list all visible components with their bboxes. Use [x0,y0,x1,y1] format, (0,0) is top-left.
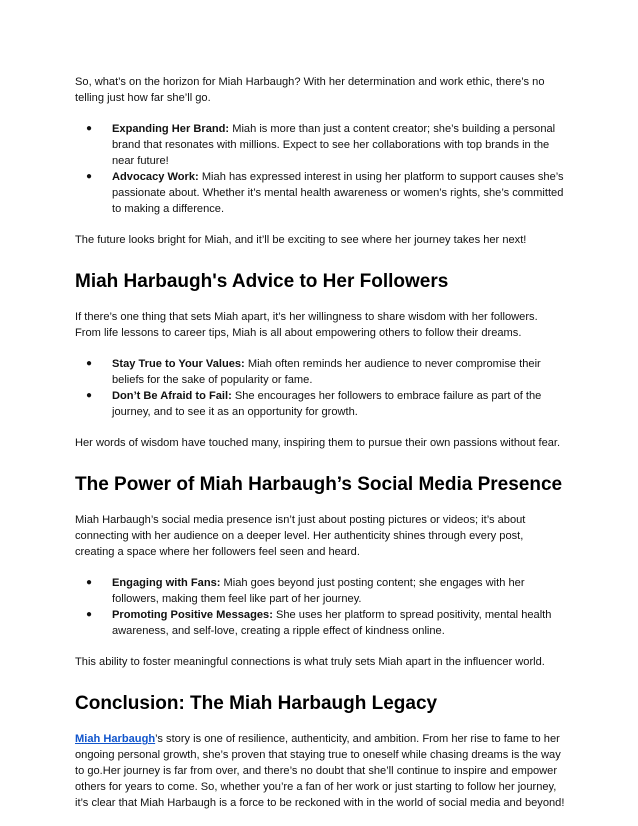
list-item-text: Miah is more than just a content creator; she’s building a personal brand that resonates with millions. Expect to see her collaborations with top brands in the near future! [112,123,556,167]
social-heading: The Power of Miah Harbaugh’s Social Media Presence [75,474,563,495]
list-item-text: She encourages her followers to embrace failure as part of the journey, and to see it as an opportunity for growth. [112,390,542,418]
list-item-text: She uses her platform to spread positivity, mental health awareness, and self-love, creating a ripple effect of kindness online. [112,609,552,637]
document-page [75,74,565,811]
list-item [75,607,565,639]
social-outro-paragraph: This ability to foster meaningful connections is what truly sets Miah apart in the influencer world. [75,656,545,668]
list-item-text: Miah often reminds her audience to never compromise their beliefs for the sake of popularity or fame. [112,358,541,386]
miah-harbaugh-link[interactable]: Miah Harbaugh [75,733,156,745]
future-list [75,121,565,217]
bullet-icon: ● [86,123,93,134]
conclusion-paragraph [75,731,565,811]
conclusion-text: ’s story is one of resilience, authenticity, and ambition. From her rise to fame to her ongoing personal growth, she’s proven that staying true to oneself while chasing dreams is the way to go.Her journey is far from over, and there’s no doubt that she’ll continue to inspire and empower others for years to come. So, whether you’re a fan of her work or just starting to follow her journey, it’s clear that Miah Harbaugh is a force to be reckoned with in the world of social media and beyond! [75,733,565,809]
bullet-icon: ● [86,358,93,369]
advice-list [75,356,565,420]
advice-heading: Miah Harbaugh's Advice to Her Followers [75,271,449,292]
list-item-text: Miah goes beyond just posting content; she engages with her followers, making them feel like part of her journey. [112,577,525,605]
list-item-title: Don’t Be Afraid to Fail: [112,390,232,402]
bullet-icon: ● [86,171,93,182]
conclusion-heading: Conclusion: The Miah Harbaugh Legacy [75,693,438,714]
bullet-icon: ● [86,609,93,620]
social-list [75,575,565,639]
list-item-title: Engaging with Fans: [112,577,221,589]
social-intro-paragraph: Miah Harbaugh’s social media presence isn’t just about posting pictures or videos; it’s about connecting with her audience on a deeper level. Her authenticity shines through every post, creating a space where her followers feel seen and heard. [75,514,526,558]
bullet-icon: ● [86,390,93,401]
advice-outro-paragraph: Her words of wisdom have touched many, inspiring them to pursue their own passions without fear. [75,437,561,449]
advice-intro-paragraph: If there’s one thing that sets Miah apart, it’s her willingness to share wisdom with her followers. From life lessons to career tips, Miah is all about empowering others to follow their dreams. [75,311,538,339]
list-item [75,169,565,217]
list-item-text: Miah has expressed interest in using her platform to support causes she’s passionate about. Whether it’s mental health awareness or women’s rights, she’s committed to making a difference. [112,171,564,215]
list-item-title: Promoting Positive Messages: [112,609,273,621]
intro-paragraph: So, what’s on the horizon for Miah Harbaugh? With her determination and work ethic, there’s no telling just how far she’ll go. [75,76,545,104]
bullet-icon: ● [86,577,93,588]
list-item-title: Expanding Her Brand: [112,123,230,135]
future-outro-paragraph: The future looks bright for Miah, and it’ll be exciting to see where her journey takes her next! [75,234,527,246]
list-item [75,575,565,607]
list-item-title: Stay True to Your Values: [112,358,245,370]
list-item [75,388,565,420]
list-item-title: Advocacy Work: [112,171,199,183]
list-item [75,356,565,388]
list-item [75,121,565,169]
